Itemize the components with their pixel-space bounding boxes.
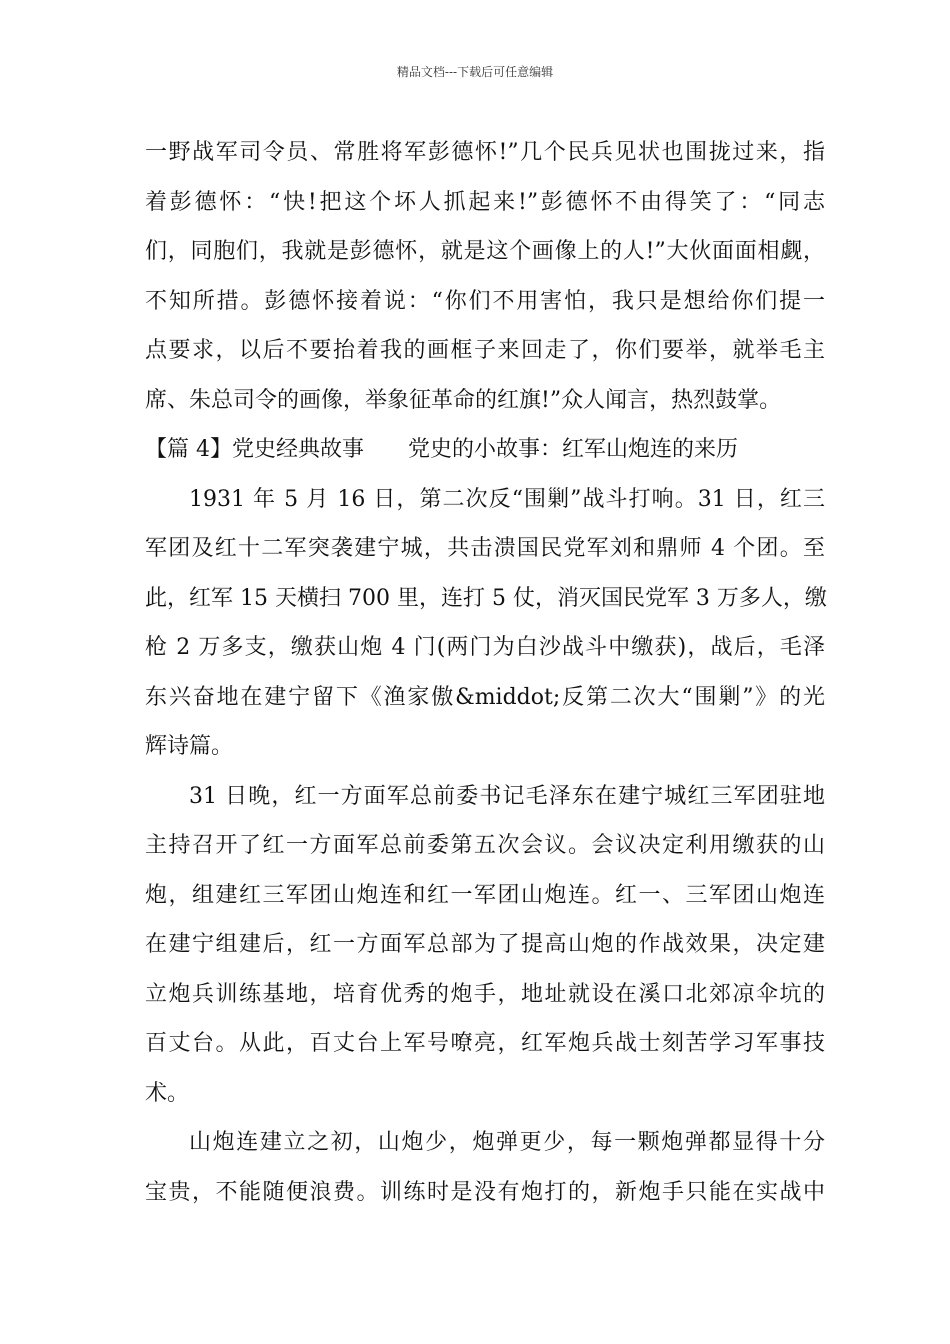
paragraph-3 <box>145 772 825 1119</box>
text-line: 立炮兵训练基地，培育优秀的炮手，地址就设在溪口北郊凉伞坑的 <box>145 981 825 1007</box>
section-heading <box>145 425 825 475</box>
text-line: 枪 2 万多支，缴获山炮 4 门(两门为白沙战斗中缴获)，战后，毛泽 <box>145 635 825 660</box>
text-line: 辉诗篇。 <box>145 734 234 759</box>
text-line: 席、朱总司令的画像，举象征革命的红旗!”众人闻言，热烈鼓掌。 <box>145 387 782 413</box>
text-line: 百丈台。从此，百丈台上军号嘹亮，红军炮兵战士刻苦学习军事技 <box>145 1031 825 1056</box>
text-line: 着彭德怀：“快!把这个坏人抓起来!”彭德怀不由得笑了：“同志 <box>145 189 825 215</box>
text-line: 不知所措。彭德怀接着说：“你们不用害怕，我只是想给你们提一 <box>145 288 825 314</box>
text-line: 东兴奋地在建宁留下《渔家傲&middot;反第二次大“围剿”》的光 <box>145 684 825 710</box>
text-line: 宝贵，不能随便浪费。训练时是没有炮打的，新炮手只能在实战中 <box>145 1179 825 1205</box>
text-line: 31 日晚，红一方面军总前委书记毛泽东在建宁城红三军团驻地 <box>189 783 825 809</box>
text-line: 军团及红十二军突袭建宁城，共击溃国民党军刘和鼎师 4 个团。至 <box>145 536 825 561</box>
text-line: 在建宁组建后，红一方面军总部为了提高山炮的作战效果，决定建 <box>145 932 825 957</box>
page-header: 精品文档---下载后可任意编辑 <box>396 65 554 79</box>
text-line: 山炮连建立之初，山炮少，炮弹更少，每一颗炮弹都显得十分 <box>189 1130 825 1155</box>
text-line: 一野战军司令员、常胜将军彭德怀!”几个民兵见状也围拢过来，指 <box>145 140 825 165</box>
paragraph-4 <box>145 1118 825 1217</box>
text-line: 炮，组建红三军团山炮连和红一军团山炮连。红一、三军团山炮连 <box>145 882 825 908</box>
text-line: 们，同胞们，我就是彭德怀，就是这个画像上的人!”大伙面面相觑， <box>145 239 825 264</box>
text-line: 术。 <box>145 1080 190 1106</box>
paragraph-2 <box>145 475 825 772</box>
text-line: 主持召开了红一方面军总前委第五次会议。会议决定利用缴获的山 <box>145 833 825 858</box>
text-line: 点要求，以后不要抬着我的画框子来回走了，你们要举，就举毛主 <box>145 338 825 363</box>
text-line: 此，红军 15 天横扫 700 里，连打 5 仗，消灭国民党军 3 万多人，缴 <box>145 585 827 611</box>
document-body <box>145 128 825 1217</box>
section-title: 【篇 4】党史经典故事 党史的小故事：红军山炮连的来历 <box>145 437 738 462</box>
paragraph-1 <box>145 128 825 425</box>
text-line: 1931 年 5 月 16 日，第二次反“围剿”战斗打响。31 日，红三 <box>189 486 825 512</box>
